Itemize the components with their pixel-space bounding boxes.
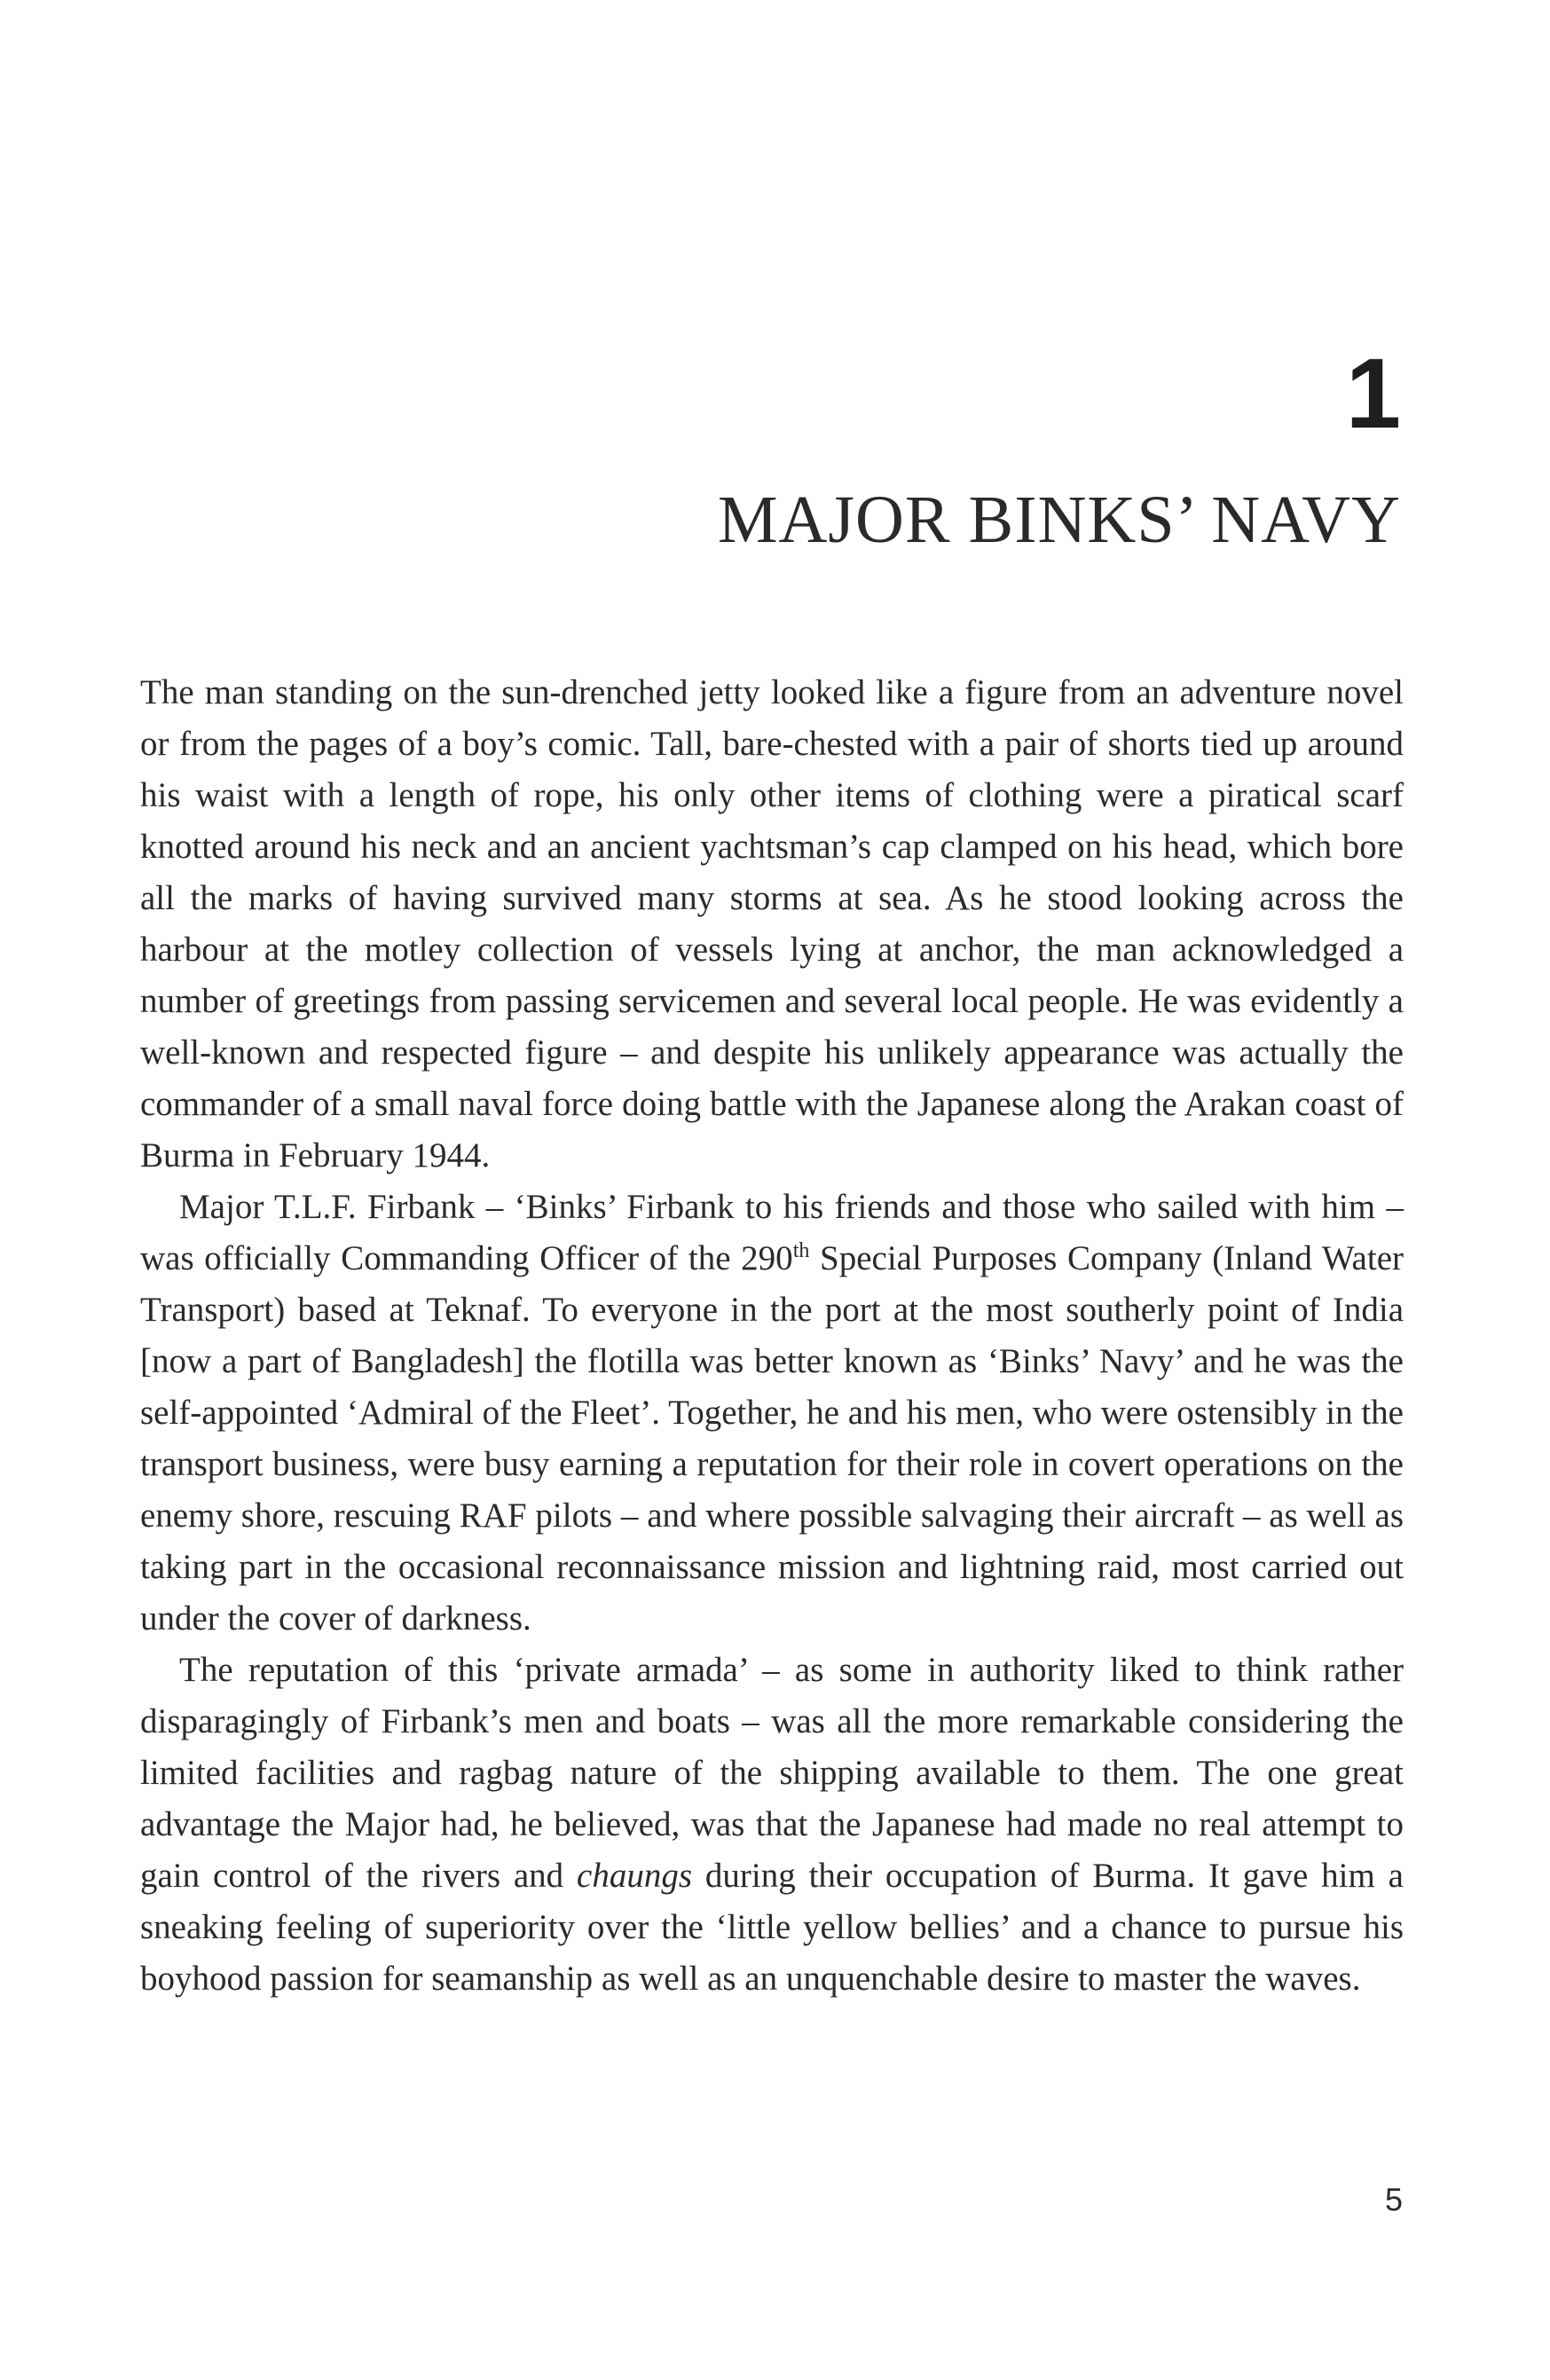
- paragraph-3-text-b: during their occupation of Burma. It gave him a sneaking feeling of superiority over the ‘little yellow bellies’ and a chance to pursue his boyhood passion for seamanship as well as an unquenchable desire to master the waves.: [140, 1857, 1404, 1998]
- ordinal-superscript: th: [792, 1239, 810, 1262]
- paragraph-3: [140, 1645, 1404, 2005]
- paragraph-2-text-b: Special Purposes Company (Inland Water Transport) based at Teknaf. To everyone in the port at the most southerly point of India [now a part of Bangladesh] the flotilla was better known as ‘Binks’ Navy’ and he was the self-appointed ‘Admiral of the Fleet’. Together, he and his men, who were ostensibly in the transport business, were busy earning a reputation for their role in covert operations on the enemy shore, rescuing RAF pilots – and where possible salvaging their aircraft – as well as taking part in the occasional reconnaissance mission and lightning raid, most carried out under the cover of darkness.: [140, 1239, 1404, 1638]
- chapter-title: MAJOR BINKS’ NAVY: [717, 483, 1401, 557]
- paragraph-1: The man standing on the sun-drenched jetty looked like a figure from an adventure novel or from the pages of a boy’s comic. Tall, bare-chested with a pair of shorts tied up around his waist with a length of rope, his only other items of clothing were a piratical scarf knotted around his neck and an ancient yachtsman’s cap clamped on his head, which bore all the marks of having survived many storms at sea. As he stood looking across the harbour at the motley collection of vessels lying at anchor, the man acknowledged a number of greetings from passing servicemen and several local people. He was evidently a well-known and respected figure – and despite his unlikely appearance was actually the commander of a small naval force doing battle with the Japanese along the Arakan coast of Burma in February 1944.: [140, 673, 1404, 1174]
- paragraph-2: [140, 1182, 1404, 1645]
- chapter-number: 1: [1345, 338, 1401, 449]
- page-number: 5: [1384, 2181, 1403, 2218]
- body-text: [140, 667, 1404, 2005]
- paragraph-3-text-a: The reputation of this ‘private armada’ – as some in authority liked to think rather disparagingly of Firbank’s men and boats – was all the more remarkable considering the limited facilities and ragbag nature of the shipping available to them. The one great advantage the Major had, he believed, was that the Japanese had made no real attempt to gain control of the rivers and: [140, 1651, 1404, 1895]
- italic-term: chaungs: [577, 1857, 693, 1895]
- paragraph-2-text-a: Major T.L.F. Firbank – ‘Binks’ Firbank to his friends and those who sailed with him – was officially Commanding Officer of the 290: [140, 1188, 1404, 1277]
